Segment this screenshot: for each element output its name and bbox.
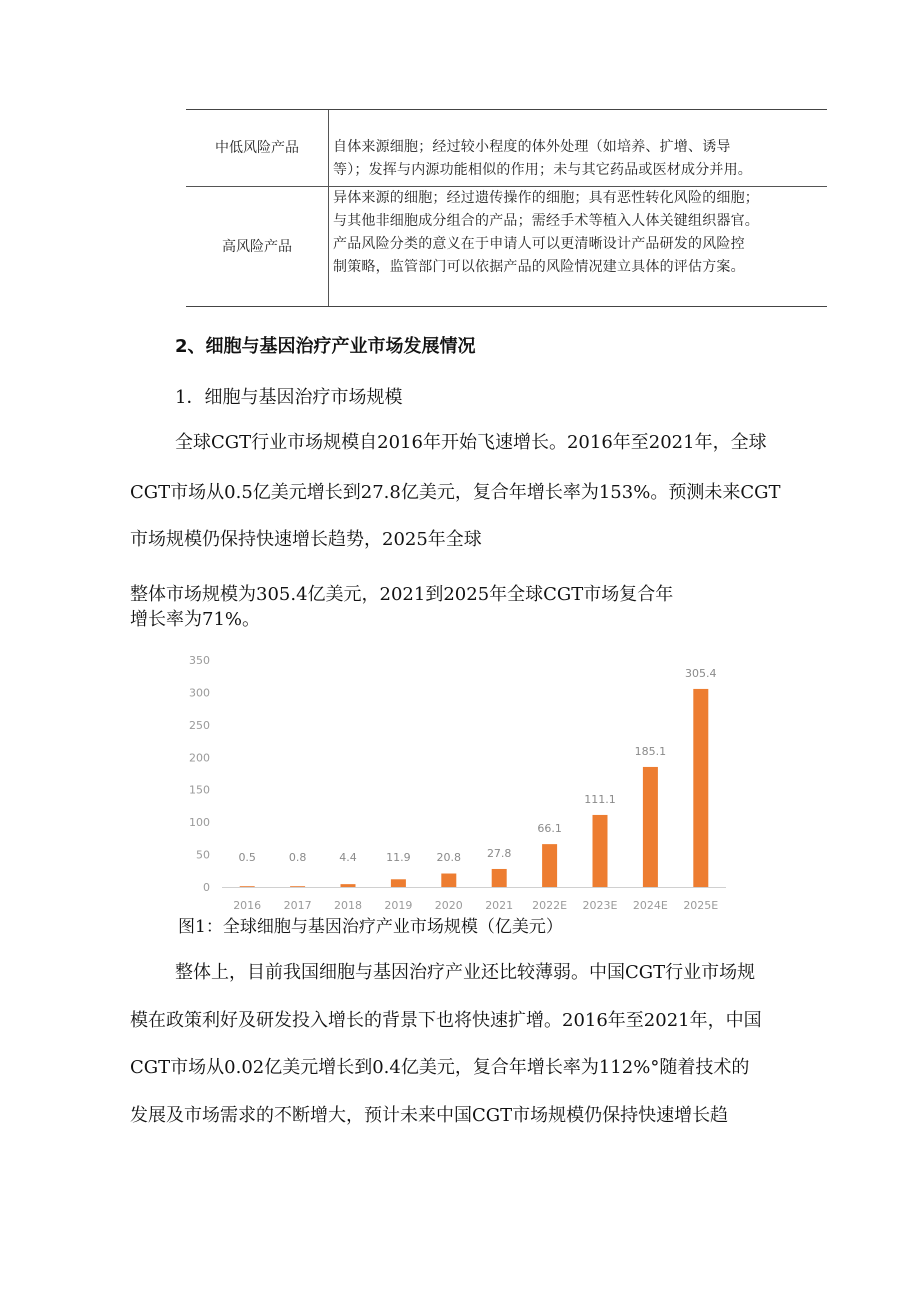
x-tick-label: 2019 <box>384 899 413 912</box>
paragraph-line: 市场规模仍保持快速增长趋势，2025年全球 <box>130 529 482 550</box>
data-label: 0.5 <box>238 851 256 864</box>
x-tick-label: 2016 <box>233 899 262 912</box>
x-tick-label: 2024E <box>632 899 668 912</box>
data-label: 185.1 <box>634 744 667 758</box>
risk-category-low-medium: 中低风险产品 <box>215 140 299 156</box>
paragraph-line: CGT市场从0.5亿美元增长到27.8亿美元，复合年增长率为153%。预测未来CGT <box>130 482 781 503</box>
paragraph-line: 增长率为71%。 <box>130 609 261 630</box>
x-tick-label: 2023E <box>582 899 618 912</box>
data-label: 0.8 <box>288 851 307 864</box>
paragraph-line: 整体市场规模为305.4亿美元，2021到2025年全球CGT市场复合年 <box>130 584 674 605</box>
paragraph-line: 模在政策利好及研发投入增长的背景下也将快速扩增。2016年至2021年，中国 <box>130 1010 762 1031</box>
description-line: 异体来源的细胞；经过遗传操作的细胞；具有恶性转化风险的细胞； <box>333 190 759 206</box>
bar <box>441 874 456 887</box>
bar <box>542 844 557 887</box>
description-line: 自体来源细胞；经过较小程度的体外处理（如培养、扩增、诱导 <box>333 139 731 155</box>
data-label: 20.8 <box>436 851 462 864</box>
y-tick-label: 300 <box>189 686 210 700</box>
data-label: 305.4 <box>685 666 717 680</box>
x-tick-label: 2025E <box>683 899 719 912</box>
chart-canvas <box>178 643 730 915</box>
bar <box>693 689 708 887</box>
data-label: 27.8 <box>486 846 512 860</box>
paragraph-line: 全球CGT行业市场规模自2016年开始飞速增长。2016年至2021年，全球 <box>175 432 767 453</box>
x-tick-label: 2022E <box>532 899 568 912</box>
y-tick-label: 50 <box>196 848 210 862</box>
bar <box>391 879 406 887</box>
table-row <box>186 110 827 186</box>
data-label: 111.1 <box>584 792 616 806</box>
y-tick-label: 100 <box>189 816 210 830</box>
description-line: 等）；发挥与内源功能相似的作用；未与其它药品或医材成分并用。 <box>333 162 752 178</box>
x-tick-label: 2020 <box>434 899 463 912</box>
y-tick-label: 0 <box>203 881 210 894</box>
y-tick-label: 250 <box>189 718 210 732</box>
bar <box>492 869 507 887</box>
x-tick-label: 2017 <box>283 899 312 912</box>
description-line: 制策略，监管部门可以依据产品的风险情况建立具体的评估方案。 <box>333 259 745 275</box>
paragraph-line: CGT市场从0.02亿美元增长到0.4亿美元，复合年增长率为112%°随着技术的 <box>130 1057 750 1078</box>
bar <box>341 884 356 887</box>
risk-classification-table <box>186 109 827 307</box>
figure-caption: 图1：全球细胞与基因治疗产业市场规模（亿美元） <box>178 917 563 937</box>
y-tick-label: 200 <box>189 751 210 765</box>
bar <box>643 767 658 887</box>
market-size-bar-chart <box>178 643 730 915</box>
risk-description-low-medium <box>333 136 827 182</box>
description-line: 与其他非细胞成分组合的产品；需经手术等植入人体关键组织器官。 <box>333 213 759 229</box>
bar <box>593 815 608 887</box>
data-label: 11.9 <box>386 851 411 864</box>
subsection-heading: 1．细胞与基因治疗市场规模 <box>175 387 403 408</box>
description-line: 产品风险分类的意义在于申请人可以更清晰设计产品研发的风险控 <box>333 236 745 252</box>
data-label: 66.1 <box>537 822 562 836</box>
data-label: 4.4 <box>339 851 357 864</box>
y-tick-label: 350 <box>189 654 210 667</box>
section-heading: 2、细胞与基因治疗产业市场发展情况 <box>175 336 476 357</box>
bar <box>290 886 305 887</box>
x-tick-label: 2018 <box>334 899 362 912</box>
bar <box>240 886 255 887</box>
paragraph-line: 整体上，目前我国细胞与基因治疗产业还比较薄弱。中国CGT行业市场规 <box>175 962 756 983</box>
paragraph-line: 发展及市场需求的不断增大，预计未来中国CGT市场规模仍保持快速增长趋 <box>130 1105 729 1126</box>
risk-description-high <box>333 187 827 279</box>
x-tick-label: 2021 <box>485 899 514 912</box>
y-tick-label: 150 <box>189 783 210 797</box>
table-row <box>186 186 827 307</box>
risk-category-high: 高风险产品 <box>222 239 292 255</box>
